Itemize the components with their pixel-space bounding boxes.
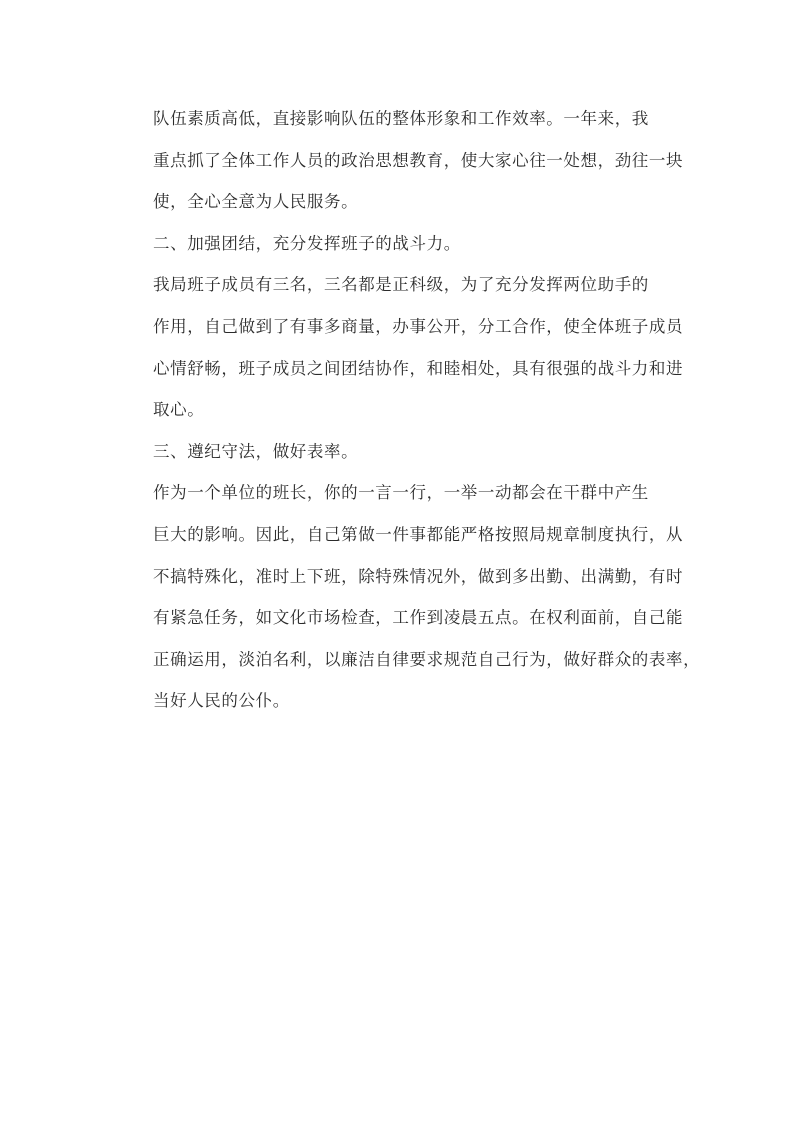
- paragraph-role-model: [120, 472, 701, 722]
- paragraph-line: 有紧急任务，如文化市场检查，工作到凌晨五点。在权利面前，自己能: [153, 608, 684, 628]
- paragraph-line: 当好人民的公仆。: [153, 691, 290, 711]
- paragraph-line: 重点抓了全体工作人员的政治思想教育，使大家心往一处想，劲往一块: [153, 150, 684, 170]
- paragraph-line: 巨大的影响。因此，自己第做一件事都能严格按照局规章制度执行，从: [153, 524, 684, 544]
- paragraph-line: 心情舒畅，班子成员之间团结协作，和睦相处，具有很强的战斗力和进: [153, 358, 684, 378]
- document-body: [120, 98, 701, 722]
- paragraph-line: 队伍素质高低，直接影响队伍的整体形象和工作效率。一年来，我: [153, 109, 649, 128]
- paragraph-line: 使，全心全意为人民服务。: [153, 192, 359, 212]
- paragraph-line: 正确运用，淡泊名利，以廉洁自律要求规范自己行为，做好群众的表率，: [153, 649, 701, 669]
- paragraph-leadership-team: [120, 264, 684, 430]
- section-heading-text: 二、加强团结，充分发挥班子的战斗力。: [153, 233, 461, 253]
- paragraph-line: 取心。: [153, 400, 205, 420]
- paragraph-line: 我局班子成员有三名，三名都是正科级，为了充分发挥两位助手的: [153, 275, 649, 295]
- paragraph-line: 作用，自己做到了有事多商量，办事公开，分工合作，使全体班子成员: [153, 316, 684, 336]
- paragraph-line: 作为一个单位的班长，你的一言一行，一举一动都会在干群中产生: [153, 483, 649, 503]
- section-heading-unity: [120, 223, 675, 265]
- section-heading-text: 三、遵纪守法，做好表率。: [153, 441, 359, 461]
- paragraph-line: 不搞特殊化，准时上下班，除特殊情况外，做到多出勤、出满勤，有时: [153, 566, 684, 586]
- paragraph-team-quality: [120, 98, 684, 223]
- section-heading-discipline: [120, 431, 675, 473]
